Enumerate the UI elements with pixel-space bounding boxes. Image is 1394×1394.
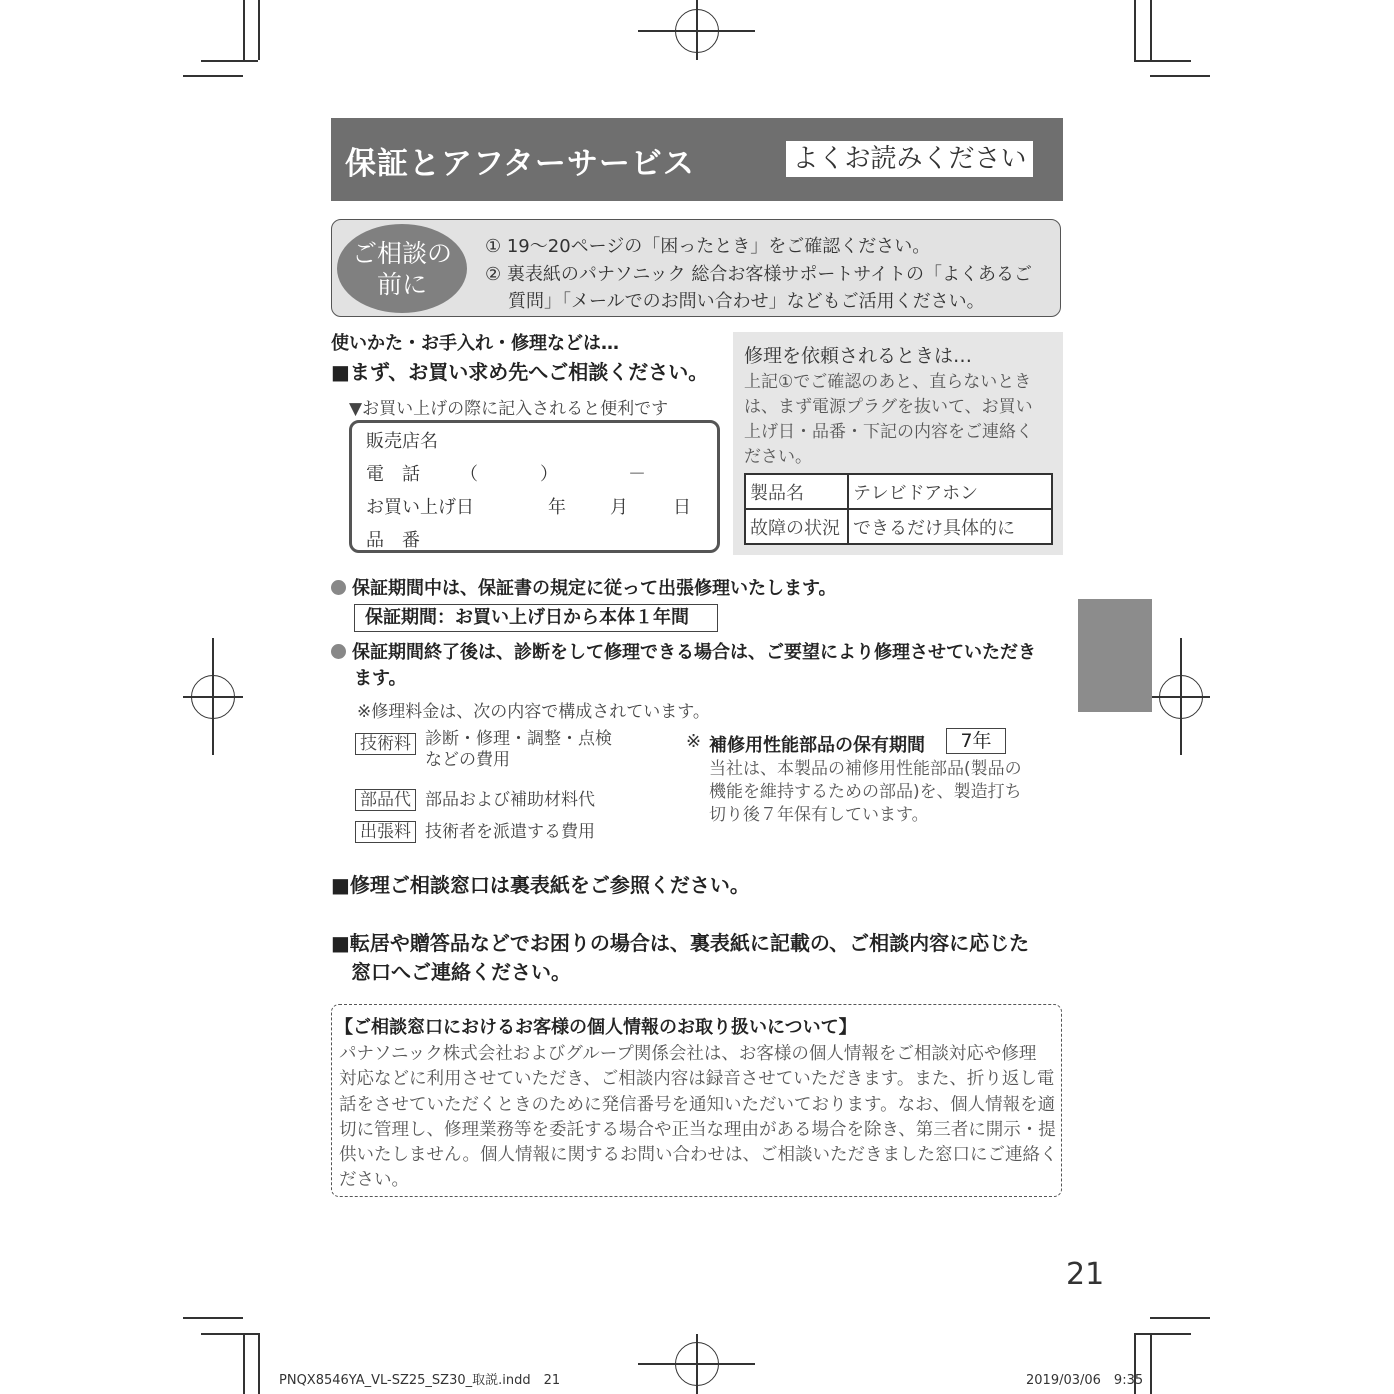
fee-tech-desc: 診断・修理・調整・点検 などの費用 [425, 729, 612, 770]
parts-retention-title: 補修用性能部品の保有期間 [709, 735, 925, 756]
repair-body-line: は、まず電源プラグを抜いて、お買い [744, 397, 1033, 417]
privacy-line: 供いたしません。個人情報に関するお問い合わせは、ご相談いただきました窓口にご連絡く [339, 1145, 1058, 1166]
page-title: 保証とアフターサービス [345, 146, 695, 182]
usage-intro: 使いかた・お手入れ・修理などは… [331, 333, 619, 354]
moving-notice-cont: 窓口へご連絡ください。 [351, 960, 571, 984]
repair-window-notice: ■修理ご相談窓口は裏表紙をご参照ください。 [331, 873, 750, 897]
table-cell-label: 製品名 [745, 474, 848, 509]
fee-travel-desc: 技術者を派遣する費用 [425, 822, 595, 842]
read-carefully-badge: よくお読みください [786, 141, 1033, 177]
footer-filename: PNQX8546YA_VL-SZ25_SZ30_取説.indd 21 [279, 1373, 561, 1388]
repair-body-line: 上記①でご確認のあと、直らないとき [744, 372, 1032, 392]
parts-prefix: ※ [686, 731, 702, 752]
privacy-line: 切に管理し、修理業務等を委託する場合や正当な理由がある場合を除き、第三者に開示・提 [339, 1119, 1056, 1140]
moving-notice: ■転居や贈答品などでお困りの場合は、裏表紙に記載の、ご相談内容に応じた [331, 931, 1030, 955]
memo-phone-close: ） [540, 464, 558, 485]
memo-phone-open: （ [460, 464, 478, 485]
before-consult-label-line1: ご相談の [351, 238, 452, 268]
table-row [745, 509, 1052, 544]
privacy-body [339, 1042, 1058, 1194]
table-row [745, 474, 1052, 509]
warranty-bullet-2 [331, 638, 1036, 664]
repair-info-table [744, 473, 1053, 545]
warranty-bullet-2-text: 保証期間終了後は、診断をして修理できる場合は、ご要望により修理させていただき [352, 642, 1036, 663]
consult-item-1: ① 19～20ページの「困ったとき」をご確認ください。 [485, 236, 931, 257]
privacy-line: パナソニック株式会社およびグループ関係会社は、お客様の個人情報をご相談対応や修理 [339, 1044, 1037, 1064]
repair-body-line: 上げ日・品番・下記の内容をご連絡く [744, 422, 1033, 442]
table-cell-value: できるだけ具体的に [848, 509, 1052, 544]
memo-phone-label: 電 話 [366, 464, 420, 485]
parts-retention-body: 当社は、本製品の補修用性能部品(製品の 機能を維持するための部品)を、製造打ち 切り後７年保有しています。 [709, 759, 1022, 825]
memo-note: ▼お買い上げの際に記入されると便利です [349, 399, 669, 419]
page-number: 21 [1066, 1257, 1105, 1292]
memo-phone-dash: － [628, 464, 646, 485]
fee-parts-desc: 部品および補助材料代 [425, 790, 595, 810]
warranty-bullet-1 [331, 574, 837, 600]
memo-model-label: 品 番 [366, 530, 420, 551]
memo-store-label: 販売店名 [366, 431, 438, 452]
privacy-line: 対応などに利用させていただき、ご相談内容は録音させていただきます。また、折り返し電 [339, 1069, 1055, 1090]
warranty-bullet-2-cont: ます。 [354, 668, 407, 689]
chapter-side-tab [1078, 599, 1152, 712]
warranty-period-box: 保証期間：お買い上げ日から本体１年間 [354, 604, 718, 632]
repair-request-body [744, 370, 1033, 470]
privacy-line: 話をさせていただくときのために発信番号を通知いただいております。なお、個人情報を適 [339, 1094, 1056, 1115]
parts-retention-years: 7年 [946, 728, 1006, 754]
warranty-bullet-1-text: 保証期間中は、保証書の規定に従って出張修理いたします。 [352, 578, 837, 599]
consult-item-2: ② 裏表紙のパナソニック 総合お客様サポートサイトの「よくあるご [485, 264, 1033, 285]
bullet-icon [331, 644, 346, 659]
table-cell-value: テレビドアホン [848, 474, 1052, 509]
bullet-icon [331, 580, 346, 595]
memo-year: 年 [548, 497, 566, 518]
repair-body-line: ださい。 [744, 447, 812, 467]
memo-day: 日 [673, 497, 691, 518]
fee-tech-label: 技術料 [355, 729, 416, 754]
repair-request-title: 修理を依頼されるときは… [744, 345, 973, 367]
memo-purchase-label: お買い上げ日 [366, 497, 474, 518]
table-cell-label: 故障の状況 [745, 509, 848, 544]
before-consult-label-line2: 前に [376, 269, 427, 299]
fee-note: ※修理料金は、次の内容で構成されています。 [357, 702, 710, 722]
before-consult-label [337, 224, 467, 313]
usage-heading: ■まず、お買い求め先へご相談ください。 [331, 360, 709, 384]
memo-month: 月 [610, 497, 628, 518]
fee-parts-label: 部品代 [355, 785, 416, 810]
fee-travel-label: 出張料 [355, 817, 416, 842]
consult-item-2-cont: 質問」「メールでのお問い合わせ」などもご活用ください。 [508, 291, 985, 312]
privacy-title: 【ご相談窓口におけるお客様の個人情報のお取り扱いについて】 [335, 1017, 857, 1038]
footer-date: 2019/03/06 9:35 [1026, 1373, 1144, 1388]
privacy-line: ださい。 [339, 1170, 409, 1191]
